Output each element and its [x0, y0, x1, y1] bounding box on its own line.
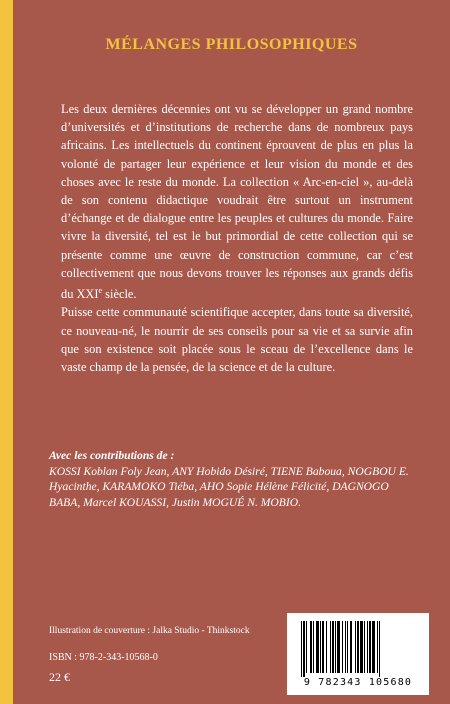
barcode-bar [306, 621, 307, 673]
barcode-bar [367, 621, 368, 673]
barcode-bar [345, 621, 346, 673]
barcode-bar [316, 621, 319, 673]
barcode-bar [310, 621, 312, 673]
series-title: MÉLANGES PHILOSOPHIQUES [105, 36, 358, 53]
barcode-bar [322, 621, 324, 673]
barcode-bar [369, 621, 371, 673]
price: 22 € [49, 670, 70, 684]
contributions-heading: Avec les contributions de : [49, 449, 175, 462]
barcode-bar [360, 621, 363, 673]
barcode-bar [350, 621, 352, 673]
barcode [287, 613, 429, 695]
isbn: ISBN : 978-2-343-10568-0 [49, 652, 158, 663]
barcode-bar [332, 621, 334, 673]
barcode-bar [379, 621, 380, 677]
barcode-bar [355, 621, 356, 673]
illustration-credit: Illustration de couverture : Jalka Studio - Thinkstock [49, 626, 250, 636]
barcode-bars [287, 613, 429, 679]
barcode-bar [330, 621, 331, 673]
barcode-bar [320, 621, 321, 673]
barcode-bar [326, 621, 327, 673]
barcode-bar [342, 621, 343, 673]
contributors-list: KOSSI Koblan Foly Jean, ANY Hobido Désiré, TIENE Baboua, NOGBOU E. Hyacinthe, KARAMOKO Tiéba, AHO Sopie Hélène Félicité, DAGNOGO BABA, Marcel KOUASSI, Justin MOGUÉ N. MOBIO. [49, 464, 409, 509]
barcode-bar [377, 621, 378, 673]
barcode-bar [357, 621, 359, 673]
barcode-bar [337, 621, 340, 673]
barcode-bar [364, 621, 365, 673]
blurb [61, 100, 413, 376]
back-cover [13, 0, 450, 704]
barcode-bar [301, 621, 302, 677]
barcode-bar [313, 621, 314, 673]
barcode-bar [372, 621, 375, 673]
barcode-bar [335, 621, 336, 673]
blurb-paragraph-1: Les deux dernières décennies ont vu se développer un grand nombre d’universités et d’institutions de recherche dans de nombreux pays africains. Les intellectuels du continent éprouvent de plus en plus la volonté de partager leur expérience et leur vision du monde et des choses avec le reste du monde. La collection « Arc-en-ciel », au-delà de son contenu didactique voudrait être surtout un instrument d’échange et de dialogue entre les peuples et cultures du monde. Faire vivre la diversité, tel est le but primordial de cette collection qui se présente comme une œuvre de construction commune, car c’est collectivement que nous devons trouver les réponses aux grands défis du XXIe siècle. [61, 102, 413, 302]
blurb-paragraph-2: Puisse cette communauté scientifique accepter, dans toute sa diversité, ce nouveau-né, le nourrir de ses conseils pour sa vie et sa survie afin que son existence soit placée sous le sceau de l’excellence dans le vaste champ de la pensée, de la science et de la culture. [61, 305, 413, 374]
barcode-bar [347, 621, 348, 673]
barcode-bar [303, 621, 305, 677]
contributions [49, 448, 419, 510]
barcode-digits: 9 782343 105680 [303, 677, 413, 688]
